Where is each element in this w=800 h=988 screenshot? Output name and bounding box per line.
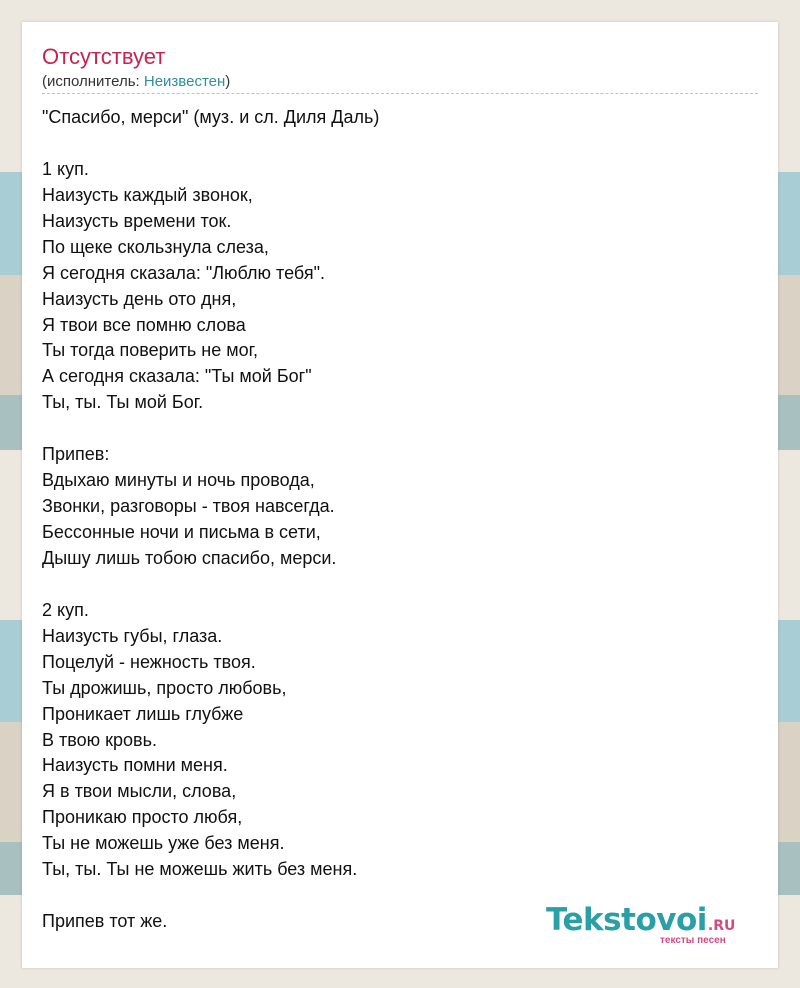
lyric-line: Бессонные ночи и письма в сети, [42, 522, 321, 542]
lyric-line: "Спасибо, мерси" (муз. и сл. Диля Даль) [42, 107, 380, 127]
lyrics-text [42, 105, 379, 935]
header-divider [42, 93, 758, 94]
lyric-line: Я твои все помню слова [42, 314, 246, 335]
lyric-line: Звонки, разговоры - твоя навсегда. [42, 496, 335, 517]
lyric-line: Ты, ты. Ты не можешь жить без меня. [42, 859, 358, 880]
lyric-line: Проникаю просто любя, [42, 807, 243, 828]
song-title: Отсутствует [42, 44, 166, 69]
lyric-line: Наизусть помни меня. [42, 755, 228, 776]
lyric-line: Ты не можешь уже без меня. [42, 833, 285, 854]
lyric-line: 1 куп. [42, 158, 89, 179]
lyric-line: Припев: [42, 444, 110, 465]
artist-line [42, 72, 230, 92]
lyric-line: Проникает лишь глубже [42, 703, 244, 724]
lyric-line: По щеке скользнула слеза, [42, 236, 269, 257]
lyric-line: Наизусть губы, глаза. [42, 625, 223, 646]
lyric-line: Дышу лишь тобою спасибо, мерси. [42, 547, 337, 568]
artist-prefix: (исполнитель: [42, 73, 144, 90]
artist-suffix: ) [225, 73, 231, 90]
lyric-line: В твою кровь. [42, 729, 157, 750]
lyric-line [42, 131, 379, 157]
lyric-line: Наизусть каждый звонок, [42, 184, 253, 205]
lyric-line: Ты, ты. Ты мой Бог. [42, 392, 204, 413]
lyric-line: А сегодня сказала: "Ты мой Бог" [42, 366, 312, 387]
artist-link[interactable]: Неизвестен [143, 73, 226, 90]
lyric-line [42, 572, 379, 598]
lyric-line: Поцелуй - нежность твоя. [42, 651, 256, 672]
lyrics-card [22, 22, 778, 968]
lyric-line: Вдыхаю минуты и ночь провода, [42, 470, 315, 491]
logo-main-text: Tekstovoi [546, 902, 707, 938]
lyric-line [42, 883, 379, 909]
lyric-line [42, 416, 379, 442]
lyric-line: Припев тот же. [42, 911, 168, 932]
lyric-line: Наизусть времени ток. [42, 210, 232, 231]
lyric-line: Ты тогда поверить не мог, [42, 340, 258, 361]
lyric-line: Я в твои мысли, слова, [42, 781, 237, 802]
lyric-line: Ты дрожишь, просто любовь, [42, 677, 287, 698]
lyric-line: 2 куп. [42, 599, 89, 620]
site-logo[interactable] [546, 902, 758, 952]
logo-tagline: тексты песен [660, 935, 726, 946]
lyric-line: Я сегодня сказала: "Люблю тебя". [42, 262, 325, 283]
lyric-line: Наизусть день ото дня, [42, 288, 237, 309]
logo-domain: .RU [707, 918, 736, 934]
